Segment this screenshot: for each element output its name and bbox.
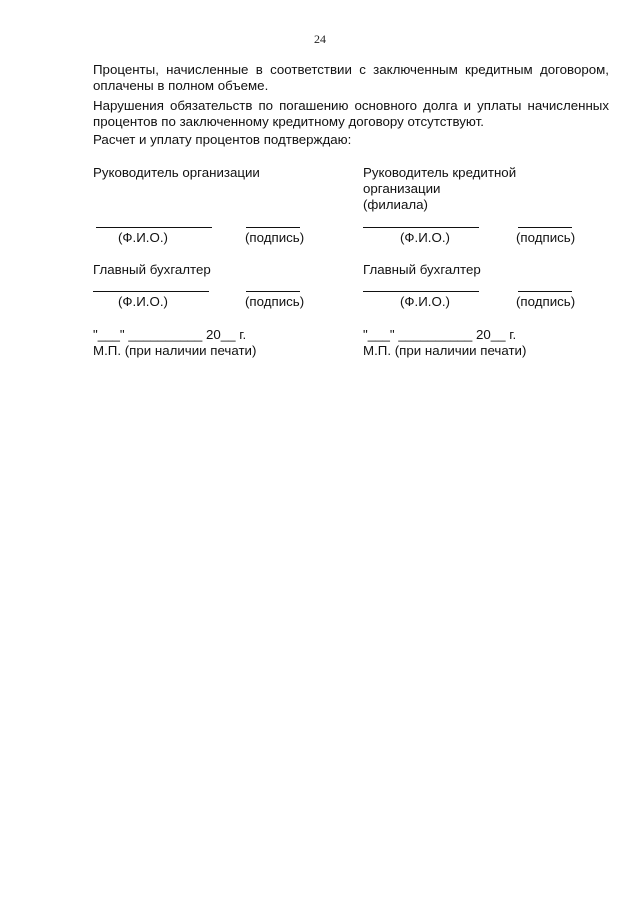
org-accountant-fio-label: (Ф.И.О.) — [118, 294, 168, 309]
paragraph-no-violations: Нарушения обязательств по погашению основного долга и уплаты начисленных процентов по заключенному кредитному договору отсутствуют. — [93, 98, 609, 129]
bank-head-fio-line — [363, 227, 479, 228]
org-stamp-note: М.П. (при наличии печати) — [93, 343, 257, 358]
bank-accountant-sign-label: (подпись) — [516, 294, 576, 309]
paragraph-confirmation: Расчет и уплату процентов подтверждаю: — [93, 132, 352, 147]
bank-stamp-note: М.П. (при наличии печати) — [363, 343, 527, 358]
bank-head-title-line1: Руководитель кредитной — [363, 165, 517, 180]
org-head-title: Руководитель организации — [93, 165, 260, 180]
org-date-field: "___" __________ 20__ г. — [93, 327, 247, 342]
org-accountant-sign-label: (подпись) — [245, 294, 305, 309]
bank-date-field: "___" __________ 20__ г. — [363, 327, 517, 342]
org-accountant-fio-line — [93, 291, 209, 292]
bank-head-title-line2: организации — [363, 181, 441, 196]
page-number: 24 — [314, 32, 326, 46]
paragraph-interest-paid: Проценты, начисленные в соответствии с заключенным кредитным договором, оплачены в полном объеме. — [93, 62, 609, 93]
bank-head-title-line3: (филиала) — [363, 197, 428, 212]
org-head-sign-line — [246, 227, 300, 228]
bank-accountant-title: Главный бухгалтер — [363, 262, 481, 277]
org-head-fio-label: (Ф.И.О.) — [118, 230, 168, 245]
org-head-sign-label: (подпись) — [245, 230, 305, 245]
org-accountant-title: Главный бухгалтер — [93, 262, 211, 277]
bank-accountant-fio-label: (Ф.И.О.) — [400, 294, 450, 309]
bank-accountant-fio-line — [363, 291, 479, 292]
org-head-fio-line — [96, 227, 212, 228]
bank-head-sign-label: (подпись) — [516, 230, 576, 245]
org-accountant-sign-line — [246, 291, 300, 292]
bank-head-fio-label: (Ф.И.О.) — [400, 230, 450, 245]
bank-head-sign-line — [518, 227, 572, 228]
bank-accountant-sign-line — [518, 291, 572, 292]
